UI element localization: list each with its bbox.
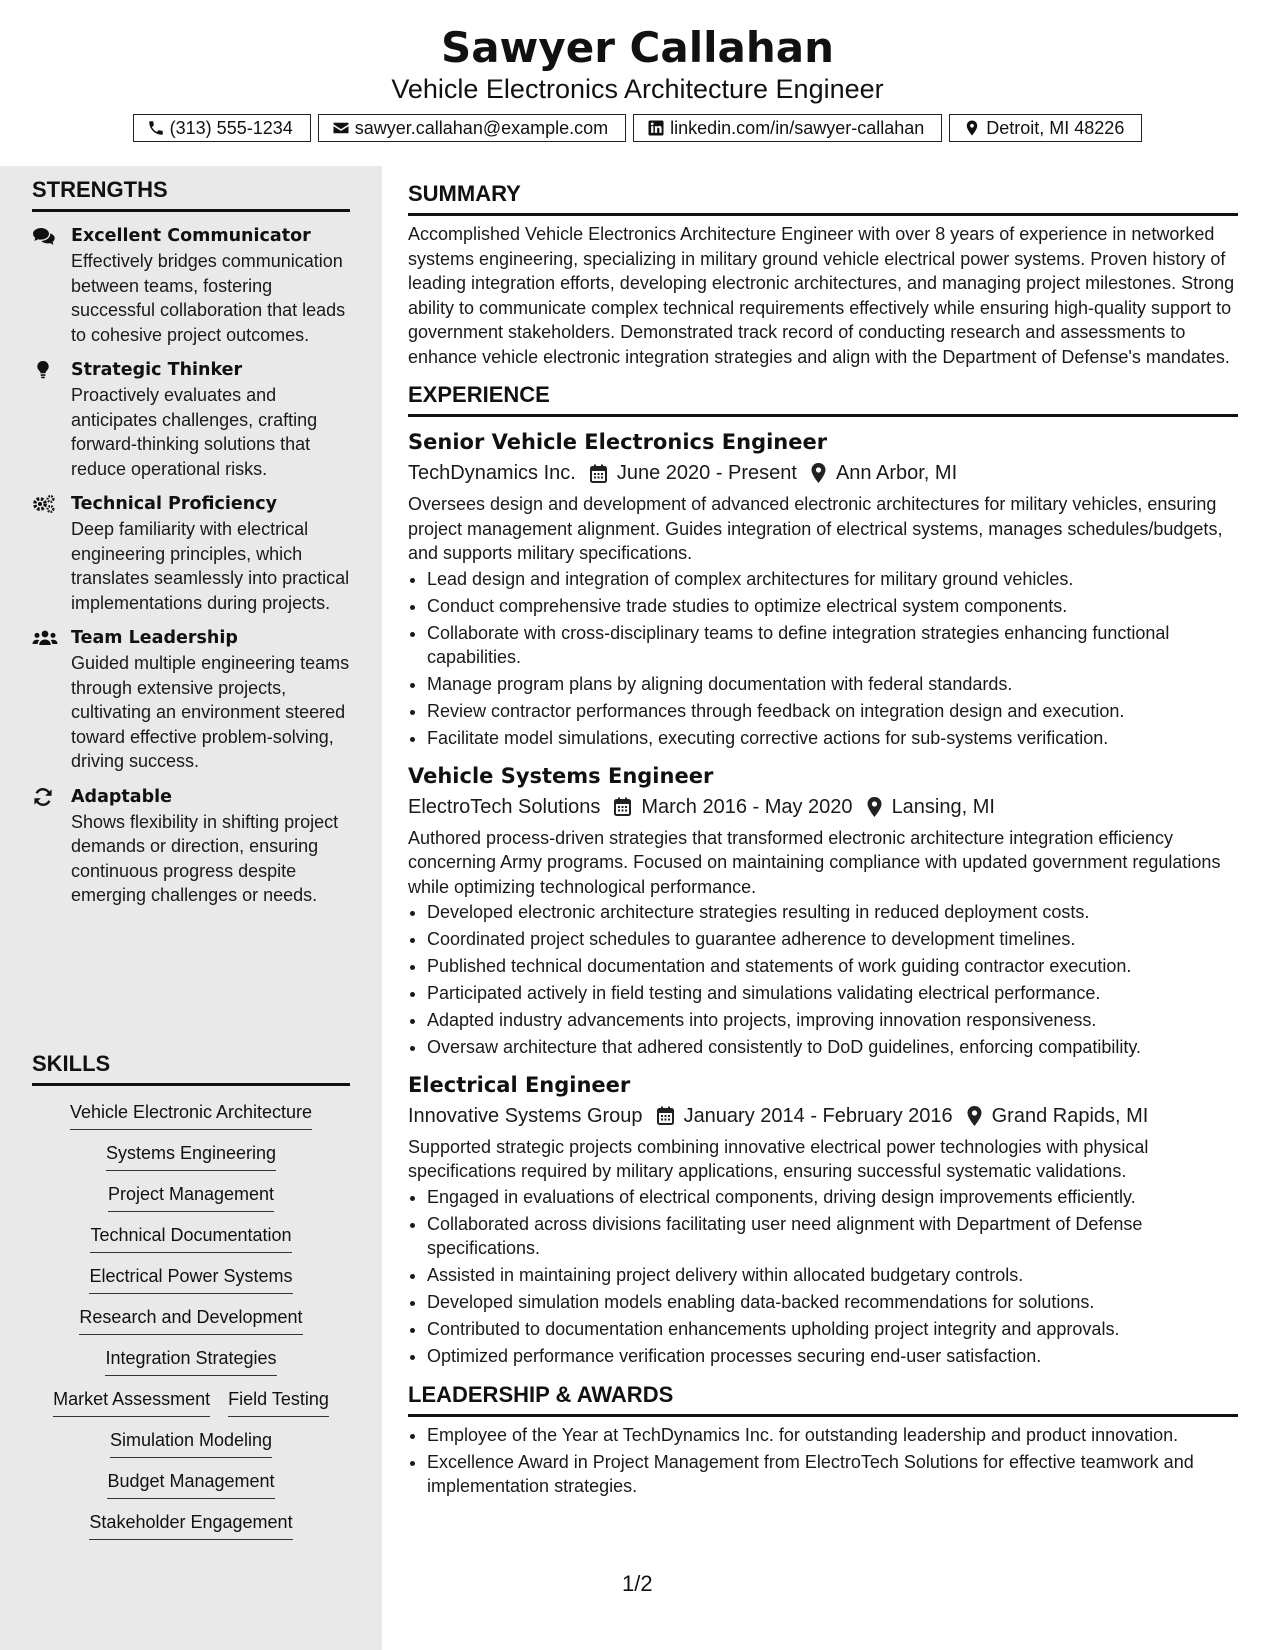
skill-tag: Stakeholder Engagement bbox=[89, 1510, 292, 1540]
strength-title: Adaptable bbox=[71, 786, 172, 807]
job-meta bbox=[408, 792, 1238, 822]
strength-item bbox=[32, 785, 350, 908]
job-bullets bbox=[408, 567, 1238, 751]
job-bullets bbox=[408, 900, 1238, 1060]
strength-description: Guided multiple engineering teams through extensive projects, cultivating an environment steered toward effective problem-solving, driving success. bbox=[71, 653, 350, 771]
skill-tag: Systems Engineering bbox=[106, 1141, 276, 1171]
job-entry bbox=[408, 761, 1238, 1060]
job-bullet: • Assisted in maintaining project delivery within allocated budgetary controls. bbox=[427, 1263, 1238, 1288]
contact-phone[interactable] bbox=[133, 114, 311, 142]
skill-tag: Research and Development bbox=[79, 1305, 302, 1335]
phone-icon bbox=[147, 119, 165, 137]
job-bullet: • Adapted industry advancements into projects, improving innovation responsiveness. bbox=[427, 1008, 1238, 1033]
job-entry bbox=[408, 1070, 1238, 1369]
job-bullet: • Conduct comprehensive trade studies to optimize electrical system components. bbox=[427, 594, 1238, 619]
job-bullet: • Developed electronic architecture strategies resulting in reduced deployment costs. bbox=[427, 900, 1238, 925]
skills-heading: SKILLS bbox=[32, 1050, 350, 1086]
skills-list bbox=[32, 1100, 350, 1540]
strength-title: Team Leadership bbox=[71, 628, 238, 648]
strength-item bbox=[32, 358, 350, 481]
contact-location bbox=[949, 114, 1142, 142]
contact-linkedin[interactable] bbox=[633, 114, 942, 142]
job-dates: January 2014 - February 2016 bbox=[683, 1104, 953, 1127]
job-bullet: • Participated actively in field testing and simulations validating electrical performance. bbox=[427, 981, 1238, 1006]
job-bullet: • Collaborated across divisions facilitating user need alignment with Department of Defense specifications. bbox=[427, 1212, 1238, 1261]
job-title: Electrical Engineer bbox=[408, 1072, 631, 1097]
strengths-section bbox=[32, 176, 350, 908]
job-bullet: • Published technical documentation and statements of work guiding contractor execution. bbox=[427, 954, 1238, 979]
calendar-icon bbox=[657, 1106, 674, 1125]
skill-tag: Budget Management bbox=[107, 1469, 274, 1499]
skill-tag: Project Management bbox=[108, 1182, 274, 1212]
calendar-icon bbox=[614, 797, 631, 816]
awards-list bbox=[408, 1423, 1238, 1499]
experience-heading: EXPERIENCE bbox=[408, 381, 1238, 417]
job-description: Oversees design and development of advanced electronic architectures for military vehicles, ensuring project management alignment. Guides integration of electrical systems, manages schedules/budgets, and supports military specifications. bbox=[408, 494, 1223, 563]
job-title: Vehicle Systems Engineer bbox=[408, 763, 714, 788]
job-bullet: • Lead design and integration of complex architectures for military ground vehicles. bbox=[427, 567, 1238, 592]
gears-icon bbox=[32, 493, 58, 515]
linkedin-icon bbox=[647, 119, 665, 137]
strengths-heading: STRENGTHS bbox=[32, 176, 350, 212]
strength-title: Strategic Thinker bbox=[71, 360, 243, 380]
job-bullets bbox=[408, 1185, 1238, 1369]
job-company: ElectroTech Solutions bbox=[408, 795, 601, 818]
skill-tag: Market Assessment bbox=[53, 1387, 210, 1417]
summary-heading: SUMMARY bbox=[408, 180, 1238, 216]
job-dates: June 2020 - Present bbox=[616, 462, 797, 484]
job-bullet: • Collaborate with cross-disciplinary teams to define integration strategies enhancing functional capabilities. bbox=[427, 621, 1238, 670]
strength-description: Shows flexibility in shifting project demands or direction, ensuring continuous progress despite emerging challenges or needs. bbox=[71, 811, 339, 905]
job-bullet: • Manage program plans by aligning documentation with federal standards. bbox=[427, 672, 1238, 697]
award-item: • Employee of the Year at TechDynamics Inc. for outstanding leadership and product innovation. bbox=[427, 1423, 1238, 1448]
job-bullet: • Developed simulation models enabling data-backed recommendations for solutions. bbox=[427, 1290, 1238, 1315]
contact-phone-text: (313) 555-1234 bbox=[169, 117, 293, 138]
strength-description: Deep familiarity with electrical engineering principles, which translates seamlessly into practical implementations during projects. bbox=[71, 519, 350, 613]
job-entry bbox=[408, 427, 1238, 751]
contact-linkedin-text: linkedin.com/in/sawyer-callahan bbox=[670, 117, 925, 138]
candidate-role: Vehicle Electronics Architecture Engineer bbox=[391, 74, 884, 104]
strength-item bbox=[32, 626, 350, 774]
job-title: Senior Vehicle Electronics Engineer bbox=[408, 430, 828, 454]
job-location: Lansing, MI bbox=[891, 795, 995, 818]
contact-bar bbox=[0, 114, 1275, 142]
strength-description: Proactively evaluates and anticipates challenges, crafting forward-thinking solutions that reduce operational risks. bbox=[71, 385, 318, 479]
skills-section bbox=[32, 1050, 350, 1540]
sync-icon bbox=[32, 786, 58, 808]
skill-tag: Integration Strategies bbox=[105, 1346, 276, 1376]
resume-header bbox=[0, 0, 1275, 166]
job-dates: March 2016 - May 2020 bbox=[641, 795, 853, 818]
skill-tag: Field Testing bbox=[228, 1387, 329, 1417]
job-location: Ann Arbor, MI bbox=[835, 462, 958, 484]
calendar-icon bbox=[590, 464, 607, 483]
envelope-icon bbox=[332, 119, 350, 137]
location-pin-icon bbox=[811, 463, 826, 483]
location-pin-icon bbox=[967, 1106, 982, 1126]
comments-icon bbox=[32, 225, 58, 247]
contact-email-text: sawyer.callahan@example.com bbox=[354, 117, 609, 138]
candidate-name: Sawyer Callahan bbox=[440, 23, 835, 72]
award-item: • Excellence Award in Project Management from ElectroTech Solutions for effective teamwork and implementation strategies. bbox=[427, 1450, 1238, 1499]
lightbulb-icon bbox=[32, 359, 58, 381]
contact-email[interactable] bbox=[318, 114, 626, 142]
job-company: Innovative Systems Group bbox=[408, 1104, 643, 1127]
location-pin-icon bbox=[867, 797, 882, 817]
strength-description: Effectively bridges communication between teams, fostering successful collaboration that leads to cohesive project outcomes. bbox=[71, 251, 346, 345]
job-meta bbox=[408, 1101, 1238, 1131]
skill-tag: Technical Documentation bbox=[90, 1223, 291, 1253]
strength-title: Technical Proficiency bbox=[71, 494, 277, 514]
skill-tag: Vehicle Electronic Architecture bbox=[70, 1100, 312, 1130]
job-bullet: • Review contractor performances through feedback on integration design and execution. bbox=[427, 699, 1238, 724]
awards-heading: LEADERSHIP & AWARDS bbox=[408, 1381, 1238, 1417]
job-description: Supported strategic projects combining innovative electrical power technologies with physical specifications required by military applications, ensuring successful systematic validations. bbox=[408, 1136, 1149, 1181]
contact-location-text: Detroit, MI 48226 bbox=[986, 117, 1125, 138]
strength-title: Excellent Communicator bbox=[71, 226, 311, 246]
job-bullet: • Optimized performance verification processes securing end-user satisfaction. bbox=[427, 1344, 1238, 1369]
strength-item bbox=[32, 492, 350, 615]
job-description: Authored process-driven strategies that transformed electronic architecture integration efficiency concerning Army programs. Focused on maintaining compliance with updated government regulations while optimizing technological performance. bbox=[408, 827, 1221, 897]
job-bullet: • Coordinated project schedules to guarantee adherence to development timelines. bbox=[427, 927, 1238, 952]
job-bullet: • Engaged in evaluations of electrical components, driving design improvements efficiently. bbox=[427, 1185, 1238, 1210]
summary-text: Accomplished Vehicle Electronics Architecture Engineer with over 8 years of experience in networked systems engineering, specializing in military ground vehicle electrical power systems. Proven history of leading integration efforts, developing electronic architectures, and managing project milestones. Strong ability to communicate complex technical requirements effectively while ensuring high-quality support to government stakeholders. Demonstrated track record of conducting research and assessments to enhance vehicle electronic integration strategies and align with the Department of Defense's mandates. bbox=[408, 224, 1235, 367]
strength-item bbox=[32, 224, 350, 347]
job-bullet: • Facilitate model simulations, executing corrective actions for sub-systems verification. bbox=[427, 726, 1238, 751]
main-content bbox=[408, 166, 1238, 1501]
job-location: Grand Rapids, MI bbox=[991, 1104, 1149, 1127]
sidebar bbox=[0, 166, 382, 1650]
job-meta bbox=[408, 458, 1238, 488]
users-icon bbox=[32, 627, 58, 649]
page-number: 1/2 bbox=[622, 1571, 653, 1596]
skill-tag: Simulation Modeling bbox=[110, 1428, 272, 1458]
job-bullet: • Oversaw architecture that adhered consistently to DoD guidelines, enforcing compatibility. bbox=[427, 1035, 1238, 1060]
skill-tag: Electrical Power Systems bbox=[89, 1264, 292, 1294]
location-pin-icon bbox=[963, 119, 981, 137]
job-company: TechDynamics Inc. bbox=[408, 462, 576, 484]
job-bullet: • Contributed to documentation enhancements upholding project integrity and approvals. bbox=[427, 1317, 1238, 1342]
